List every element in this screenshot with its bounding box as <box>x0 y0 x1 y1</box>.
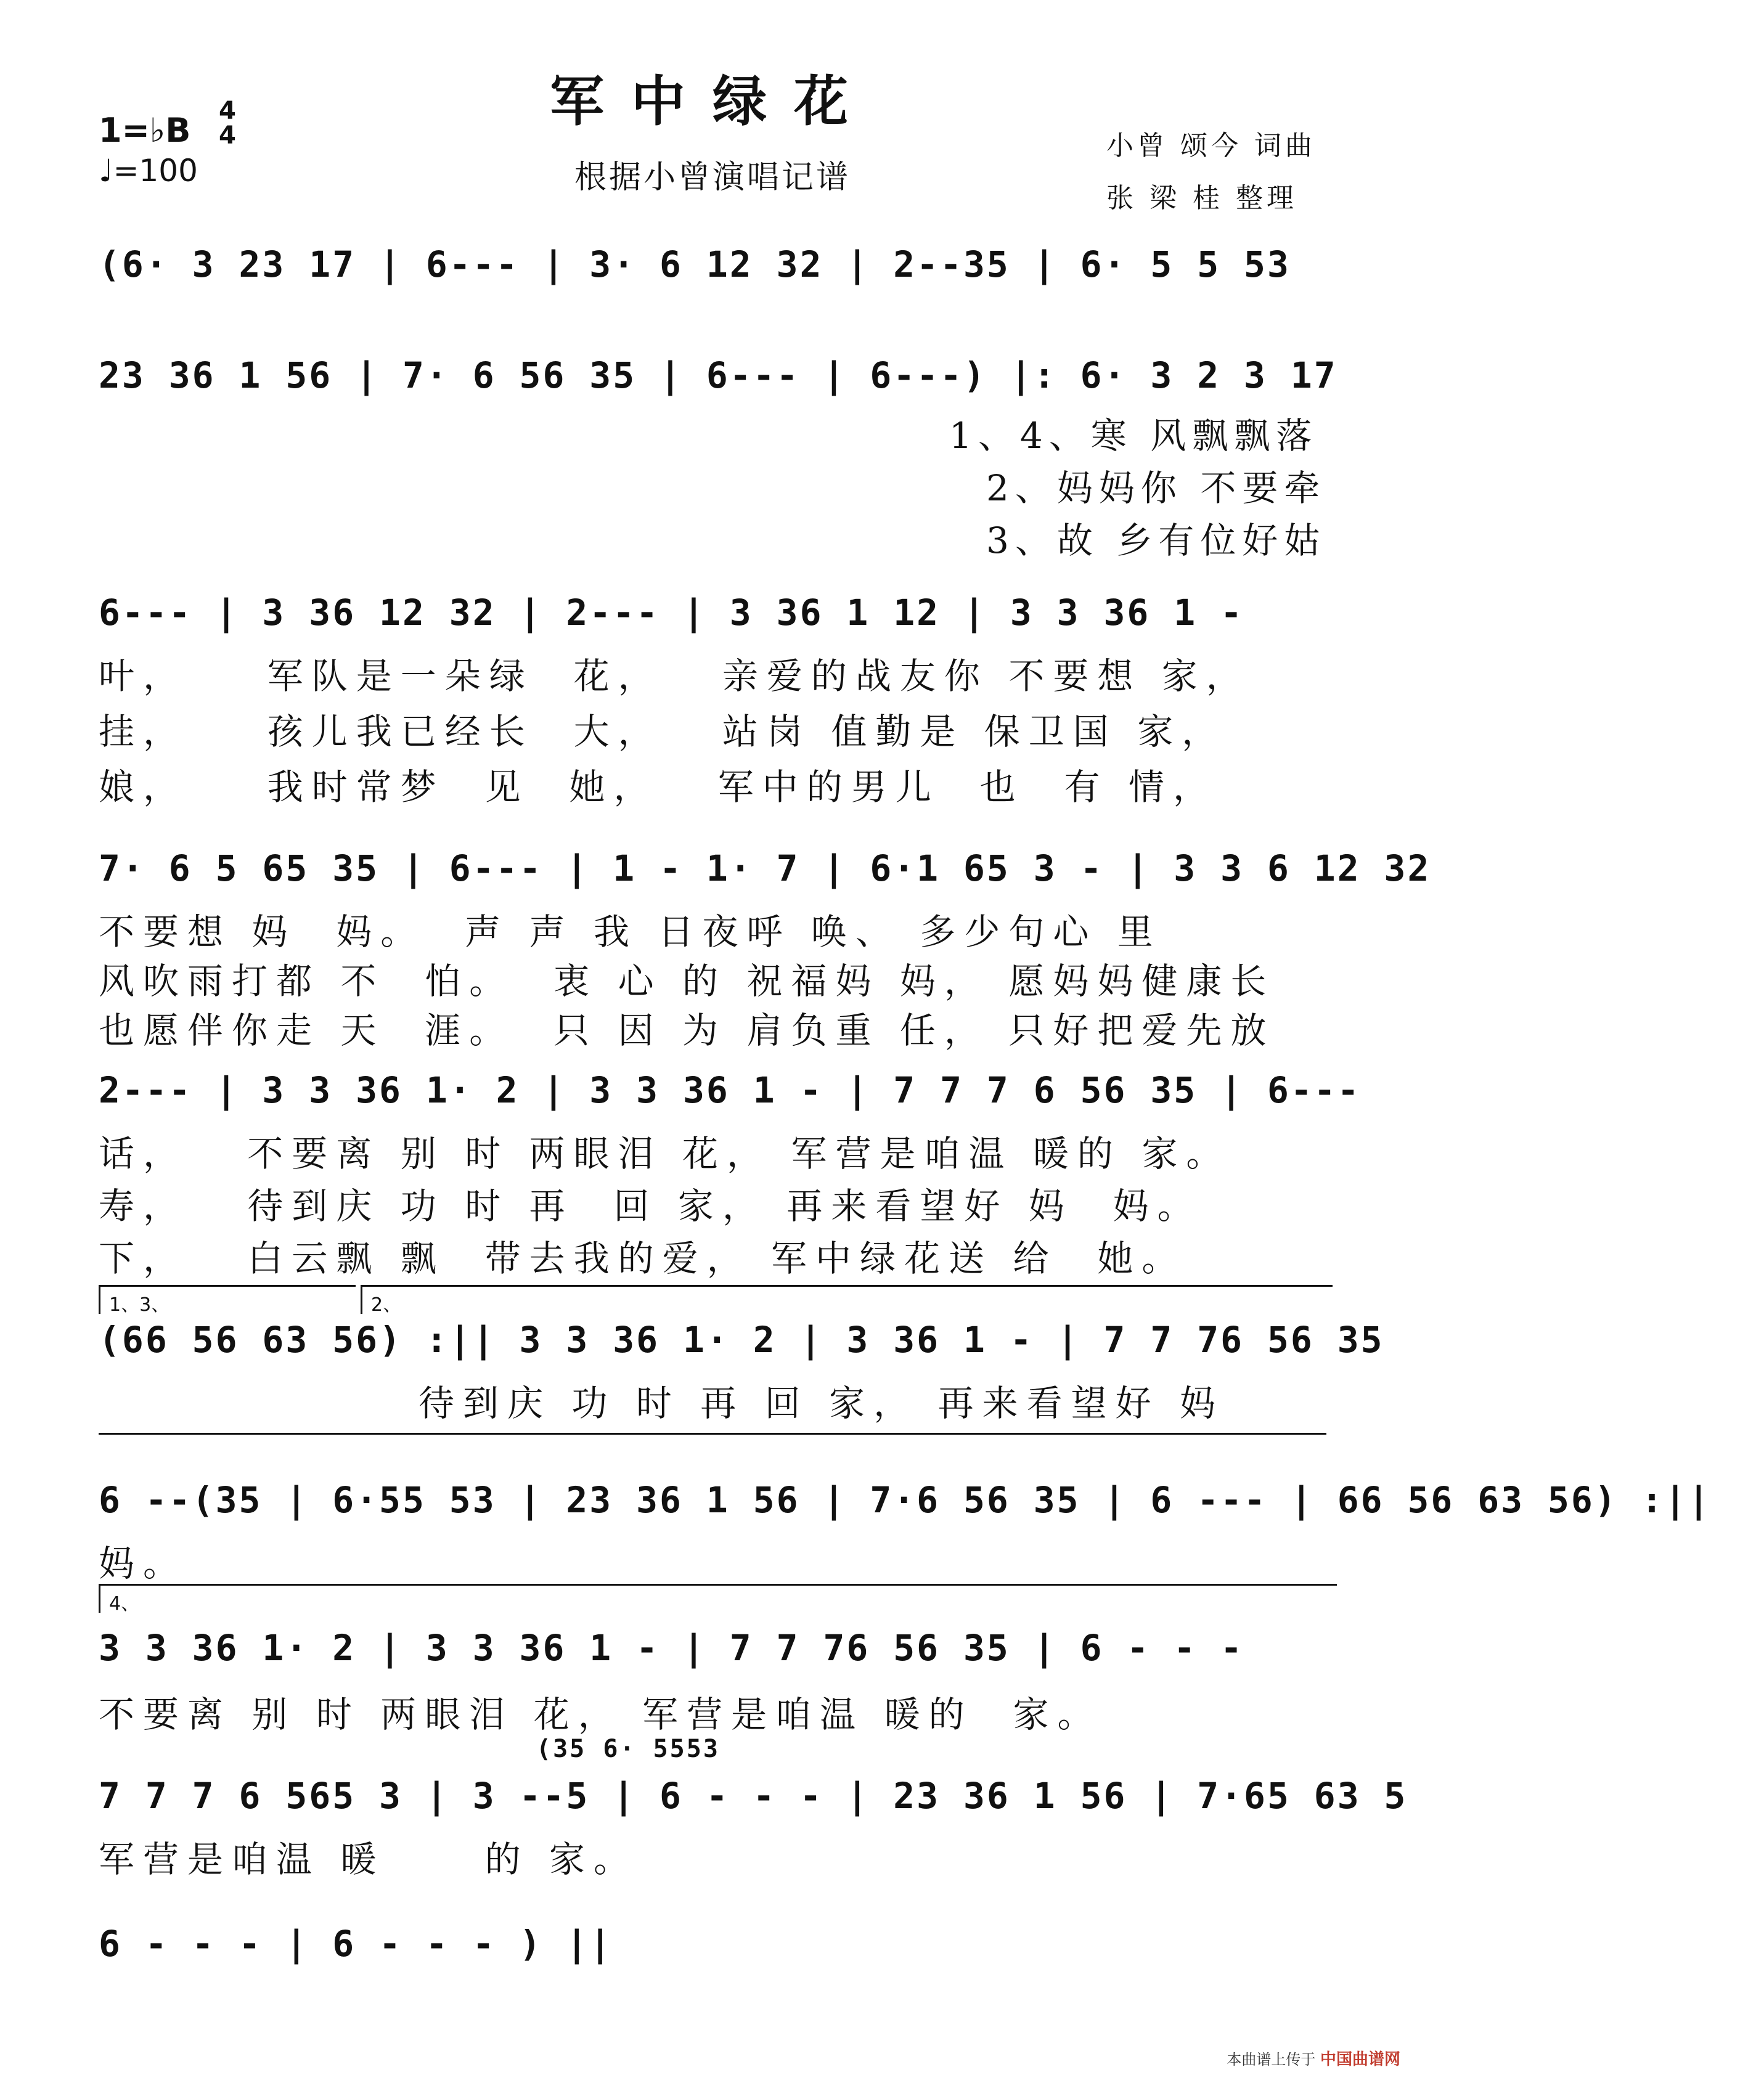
staff-line-10: 6 - - - | 6 - - - ) || <box>99 1923 613 1965</box>
staff-line-4: 7· 6 5 65 35 | 6--- | 1 - 1· 7 | 6·1 65 3 - | 3 3 6 12 32 <box>99 847 1431 889</box>
volta-bracket-4: 4、 <box>99 1584 1337 1613</box>
lyric-line: 娘， 我时常梦 见 她， 军中的男儿 也 有 情， <box>99 766 1217 808</box>
meter-top: 4 <box>219 97 236 125</box>
lyric-line: 下， 白云飘 飘 带去我的爱， 军中绿花送 给 她。 <box>99 1237 1186 1279</box>
staff-line-8: 3 3 36 1· 2 | 3 3 36 1 - | 7 7 76 56 35 | 6 - - - <box>99 1627 1244 1669</box>
footer-upload-text: 本曲谱上传于 <box>1227 2051 1316 2068</box>
lyric-line: 也愿伴你走 天 涯。 只 因 为 肩负重 任， 只好把爱先放 <box>99 1009 1275 1051</box>
staff-line-9: 7 7 7 6 565 3 | 3 --5 | 6 - - - | 23 36 1 56 | 7·65 63 5 <box>99 1775 1408 1817</box>
lyric-line: 挂， 孩儿我已经长 大， 站岗 值勤是 保卫国 家， <box>99 711 1227 752</box>
verse-intro-3: 3、故 乡有位好姑 <box>986 520 1326 561</box>
lyric-line: 不要离 别 时 两眼泪 花， 军营是咱温 暖的 家。 <box>99 1694 1102 1735</box>
key-signature: 1=♭B <box>99 111 191 150</box>
staff-line-7: 6 --(35 | 6·55 53 | 23 36 1 56 | 7·6 56 35 | 6 --- | 66 56 63 56) :|| <box>99 1479 1712 1521</box>
lyric-line: 军营是咱温 暖 的 家。 <box>99 1838 639 1880</box>
subtitle: 根据小曾演唱记谱 <box>574 159 851 196</box>
lyric-line: 话， 不要离 别 时 两眼泪 花， 军营是咱温 暖的 家。 <box>99 1133 1231 1175</box>
meter-bottom: 4 <box>219 121 236 150</box>
staff-line-1: (6· 3 23 17 | 6--- | 3· 6 12 32 | 2--35 | 6· 5 5 53 <box>99 243 1291 285</box>
lyric-line: 妈。 <box>99 1543 188 1584</box>
verse-intro-1: 1、4、寒 风飘飘落 <box>949 415 1318 457</box>
verse-intro-2: 2、妈妈你 不要牵 <box>986 467 1326 509</box>
composer-credit: 小曾 颂今 词曲 <box>1106 130 1316 161</box>
footer <box>1227 2047 1400 2069</box>
volta-bracket-2: 2、 <box>361 1285 1333 1314</box>
staff-line-3: 6--- | 3 36 12 32 | 2--- | 3 36 1 12 | 3 3 36 1 - <box>99 592 1244 634</box>
lyric-line: 寿， 待到庆 功 时 再 回 家， 再来看望好 妈 妈。 <box>99 1185 1202 1227</box>
staff-line-5: 2--- | 3 3 36 1· 2 | 3 3 36 1 - | 7 7 7 6 56 35 | 6--- <box>99 1069 1361 1111</box>
staff-line-6: (66 56 63 56) :|| 3 3 36 1· 2 | 3 36 1 - | 7 7 76 56 35 <box>99 1319 1384 1361</box>
lyric-line: 风吹雨打都 不 怕。 衷 心 的 祝福妈 妈， 愿妈妈健康长 <box>99 960 1275 1002</box>
page-title: 军中绿花 <box>549 69 875 133</box>
lyric-line: 待到庆 功 时 再 回 家， 再来看望好 妈 <box>99 1382 1225 1424</box>
lyric-line: 不要想 妈 妈。 声 声 我 日夜呼 唤、 多少句心 里 <box>99 911 1162 953</box>
arranger-credit: 张 梁 桂 整理 <box>1106 182 1297 214</box>
volta-bracket-1: 1、3、 <box>99 1285 356 1314</box>
time-signature <box>219 99 236 148</box>
cue-notes: (35 6· 5553 <box>536 1735 720 1763</box>
staff-line-2: 23 36 1 56 | 7· 6 56 35 | 6--- | 6---) |: 6· 3 2 3 17 <box>99 354 1337 396</box>
section-divider <box>99 1433 1326 1435</box>
site-logo[interactable]: 中国曲谱网 <box>1320 2050 1400 2069</box>
lyric-line: 叶， 军队是一朵绿 花， 亲爱的战友你 不要想 家， <box>99 655 1251 697</box>
tempo-marking: ♩=100 <box>99 153 198 189</box>
